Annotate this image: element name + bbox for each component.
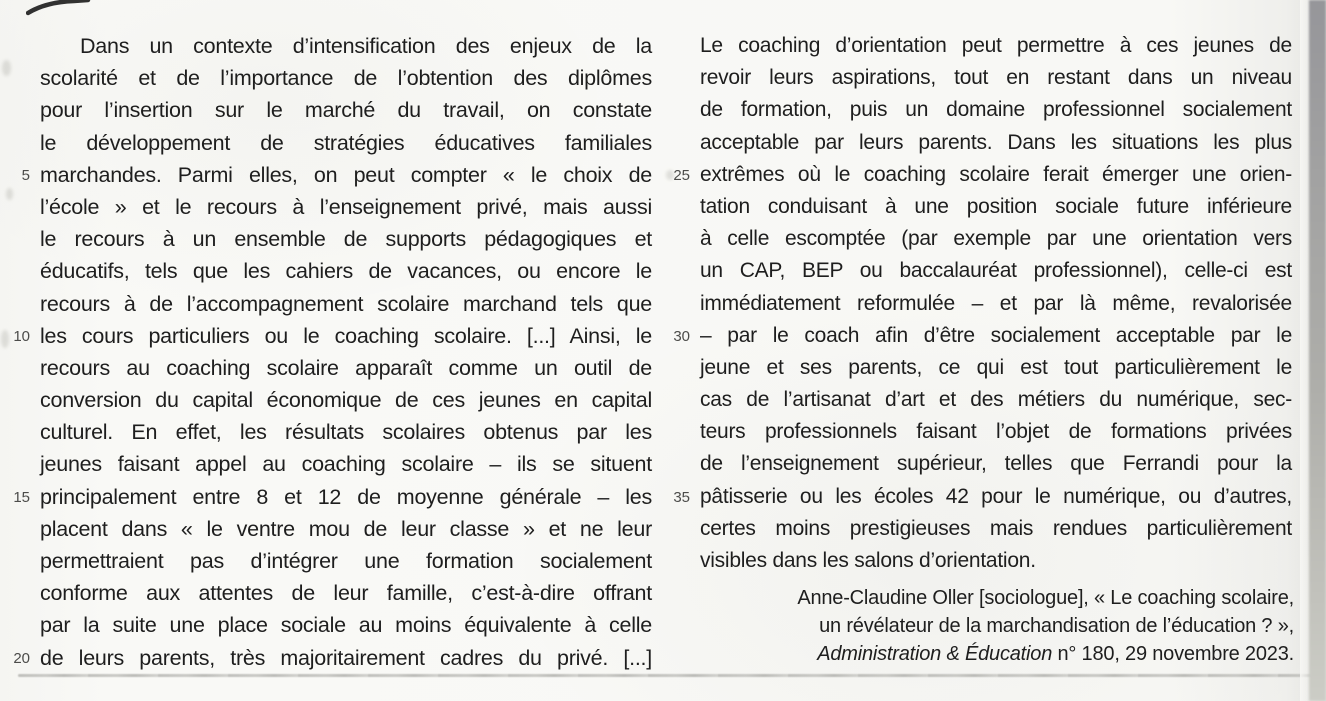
text-line: placent dans « le ventre mou de leur classe » et ne leur: [40, 516, 652, 541]
text-line: immédiatement reformulée – et par là même, revalorisée: [700, 291, 1292, 315]
text-line-row: [40, 127, 652, 159]
text-line-row: [700, 62, 1292, 94]
text-line: pâtisserie ou les écoles 42 pour le numérique, ou d’autres,: [700, 484, 1292, 508]
text-line-row: [700, 545, 1292, 577]
line-number: 5: [21, 166, 30, 184]
text-line: principalement entre 8 et 12 de moyenne générale – les: [40, 484, 652, 509]
text-line: un CAP, BEP ou baccalauréat professionnel), celle-ci est: [700, 259, 1292, 283]
line-number: 25: [673, 166, 690, 184]
text-line-row: [40, 94, 652, 126]
scan-smudge: [2, 60, 11, 76]
text-line-row: [700, 288, 1292, 320]
text-line-row: [40, 545, 652, 577]
text-line: visibles dans les salons d’orientation.: [700, 549, 1036, 572]
line-number: 15: [13, 488, 30, 506]
text-line: de formation, puis un domaine professionnel socialement: [700, 98, 1292, 122]
line-number: 20: [13, 649, 30, 667]
text-line-row: [40, 416, 652, 448]
text-line: teurs professionnels faisant l’objet de formations privées: [700, 420, 1292, 444]
text-line-row: [40, 62, 652, 94]
text-line: de l’enseignement supérieur, telles que Ferrandi pour la: [700, 452, 1292, 476]
left-column: [13, 30, 652, 674]
text-line: cas de l’artisanat d’art et des métiers du numérique, sec-: [700, 388, 1292, 412]
text-line-row: [700, 30, 1292, 62]
text-line: le recours à un ensemble de supports pédagogiques et: [40, 227, 652, 252]
right-column: [673, 30, 1292, 577]
line-number: 35: [673, 488, 690, 506]
text-line-row: [700, 223, 1292, 255]
text-line-row: [700, 384, 1292, 416]
text-line: l’école » et le recours à l’enseignement privé, mais aussi: [40, 194, 652, 219]
text-line: pour l’insertion sur le marché du travail, on constate: [40, 98, 652, 123]
text-line-row: [21, 159, 652, 191]
text-line: marchandes. Parmi elles, on peut compter « le choix de: [40, 162, 652, 187]
pen-mark: [26, 0, 96, 18]
text-line-row: [700, 416, 1292, 448]
text-line-row: [13, 642, 652, 674]
text-line: éducatifs, tels que les cahiers de vacances, ou encore le: [40, 259, 652, 284]
text-line-row: [40, 255, 652, 287]
text-line-row: [700, 513, 1292, 545]
text-line-row: [700, 255, 1292, 287]
text-line-row: [673, 481, 1292, 513]
journal-title: Administration & Éducation: [817, 643, 1053, 665]
text-line: tation conduisant à une position sociale future inférieure: [700, 194, 1292, 218]
text-line: – par le coach afin d’être socialement acceptable par le: [700, 323, 1292, 347]
text-line: culturel. En effet, les résultats scolaires obtenus par les: [40, 420, 652, 445]
text-line-row: [40, 352, 652, 384]
line-number: 10: [13, 327, 30, 345]
text-line: Dans un contexte d’intensification des enjeux de la: [80, 34, 652, 58]
text-line: recours au coaching scolaire apparaît comme un outil de: [40, 355, 652, 380]
horizontal-rule: [18, 674, 1314, 677]
text-line-row: [40, 513, 652, 545]
attribution: [700, 584, 1294, 668]
text-line: de leurs parents, très majoritairement cadres du privé. [...]: [40, 645, 652, 670]
text-line-row: [40, 384, 652, 416]
text-line-row: [40, 223, 652, 255]
text-line: revoir leurs aspirations, tout en restant dans un niveau: [700, 66, 1292, 90]
text-line-row: [13, 320, 652, 352]
text-line-row: [700, 448, 1292, 480]
page-edge-shadow: [1309, 0, 1326, 701]
text-line-row: [40, 30, 652, 62]
text-line: recours à de l’accompagnement scolaire marchand tels que: [40, 291, 652, 316]
text-line: extrêmes où le coaching scolaire ferait émerger une orien-: [700, 162, 1292, 186]
text-line: Le coaching d’orientation peut permettre à ces jeunes de: [700, 34, 1292, 57]
text-line: les cours particuliers ou le coaching scolaire. [...] Ainsi, le: [40, 323, 652, 348]
text-line-row: [40, 609, 652, 641]
line-number: 30: [673, 327, 690, 345]
attribution-line-1: Anne-Claudine Oller [sociologue], « Le coaching scolaire,: [797, 587, 1294, 609]
text-line: permettraient pas d’intégrer une formation socialement: [40, 549, 652, 573]
attribution-line-3: [700, 640, 1294, 668]
text-line: acceptable par leurs parents. Dans les situations les plus: [700, 130, 1292, 154]
text-line-row: [700, 352, 1292, 384]
text-line-row: [13, 481, 652, 513]
pen-mark-stroke: [26, 0, 96, 18]
attribution-line-2: un révélateur de la marchandisation de l’éducation ? »,: [819, 615, 1294, 637]
text-line: scolarité et de l’importance de l’obtention des diplômes: [40, 66, 652, 91]
text-line: le développement de stratégies éducatives familiales: [40, 130, 652, 155]
text-line-row: [700, 94, 1292, 126]
text-line-row: [673, 159, 1292, 191]
text-line-row: [673, 320, 1292, 352]
text-line: par la suite une place sociale au moins équivalente à celle: [40, 613, 652, 638]
text-line: certes moins prestigieuses mais rendues particulièrement: [700, 516, 1292, 540]
text-line-row: [40, 448, 652, 480]
text-line: jeune et ses parents, ce qui est tout particulièrement le: [700, 355, 1292, 379]
text-line-row: [40, 577, 652, 609]
text-line: conforme aux attentes de leur famille, c’est-à-dire offrant: [40, 581, 652, 606]
text-line-row: [700, 191, 1292, 223]
text-line: conversion du capital économique de ces jeunes en capital: [40, 388, 652, 413]
text-line-row: [40, 191, 652, 223]
issue-and-date: n° 180, 29 novembre 2023.: [1052, 643, 1294, 665]
text-line: jeunes faisant appel au coaching scolaire – ils se situent: [40, 452, 652, 477]
text-line-row: [700, 127, 1292, 159]
text-line-row: [40, 288, 652, 320]
text-line: à celle escomptée (par exemple par une orientation vers: [700, 227, 1292, 251]
